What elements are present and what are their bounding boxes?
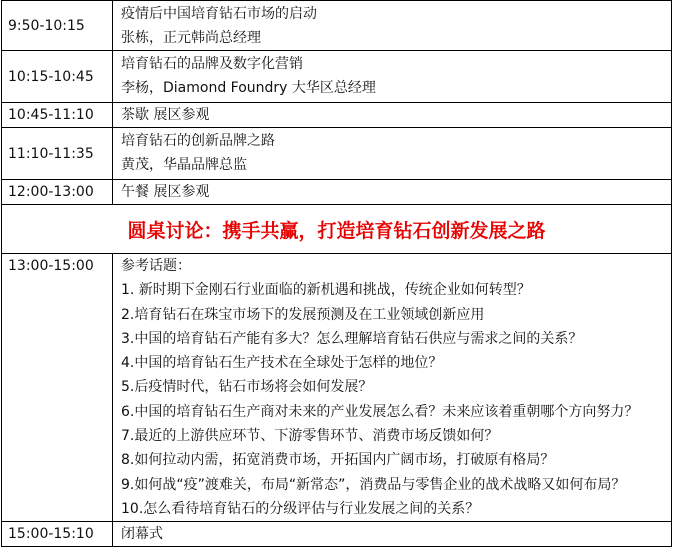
agenda-row bbox=[2, 1, 672, 51]
roundtable-banner-row bbox=[2, 205, 672, 254]
session-time: 11:10-11:35 bbox=[2, 128, 113, 180]
topic-item: 3.中国的培育钻石产能有多大？怎么理解培育钻石供应与需求之间的关系？ bbox=[121, 330, 583, 347]
agenda-row bbox=[2, 180, 672, 205]
session-title: 午餐 展区参观 bbox=[121, 184, 210, 200]
agenda-page bbox=[1, 0, 673, 558]
session-speaker: 李杨，Diamond Foundry 大华区总经理 bbox=[121, 80, 376, 96]
session-content bbox=[113, 128, 672, 180]
topic-item: 1. 新时期下金刚石行业面临的新机遇和挑战，传统企业如何转型？ bbox=[121, 282, 531, 299]
topic-item: 7.最近的上游供应环节、下游零售环节、消费市场反馈如何？ bbox=[121, 428, 499, 445]
session-time: 9:50-10:15 bbox=[2, 1, 113, 51]
topics-intro: 参考话题： bbox=[121, 258, 191, 274]
closing-label: 闭幕式 bbox=[121, 526, 163, 543]
closing-content bbox=[113, 522, 672, 547]
topic-item: 5.后疫情时代，钻石市场将会如何发展？ bbox=[121, 379, 373, 396]
topic-item: 9.如何战“疫”渡难关，布局“新常态”，消费品与零售企业的战术战略又如何布局？ bbox=[121, 476, 626, 493]
topic-item: 4.中国的培育钻石生产技术在全球处于怎样的地位？ bbox=[121, 355, 443, 372]
agenda-table bbox=[1, 0, 672, 547]
session-speaker: 黄茂，华晶品牌总监 bbox=[121, 157, 247, 173]
session-title: 培育钻石的创新品牌之路 bbox=[121, 133, 275, 149]
topic-item: 10.怎么看待培育钻石的分级评估与行业发展之间的关系？ bbox=[121, 500, 480, 517]
roundtable-topics bbox=[113, 254, 672, 522]
roundtable-time: 13:00-15:00 bbox=[2, 254, 113, 522]
agenda-row bbox=[2, 128, 672, 180]
agenda-row bbox=[2, 103, 672, 128]
session-content bbox=[113, 1, 672, 51]
roundtable-row bbox=[2, 254, 672, 522]
session-title: 茶歇 展区参观 bbox=[121, 107, 210, 123]
agenda-row bbox=[2, 51, 672, 103]
session-title: 培育钻石的品牌及数字化营销 bbox=[121, 56, 303, 72]
topic-item: 2.培育钻石在珠宝市场下的发展预测及在工业领域创新应用 bbox=[121, 306, 485, 323]
session-time: 10:15-10:45 bbox=[2, 51, 113, 103]
session-time: 10:45-11:10 bbox=[2, 103, 113, 128]
session-time: 12:00-13:00 bbox=[2, 180, 113, 205]
agenda-row bbox=[2, 522, 672, 547]
session-content bbox=[113, 51, 672, 103]
session-speaker: 张栋，正元韩尚总经理 bbox=[121, 30, 261, 46]
session-content bbox=[113, 103, 672, 128]
topic-item: 6.中国的培育钻石生产商对未来的产业发展怎么看？未来应该着重朝哪个方向努力？ bbox=[121, 403, 639, 420]
topic-item: 8.如何拉动内需，拓宽消费市场，开拓国内广阔市场，打破原有格局？ bbox=[121, 452, 555, 469]
closing-time: 15:00-15:10 bbox=[2, 522, 113, 547]
session-content bbox=[113, 180, 672, 205]
session-title: 疫情后中国培育钻石市场的启动 bbox=[121, 6, 317, 22]
roundtable-title: 圆桌讨论：携手共赢，打造培育钻石创新发展之路 bbox=[2, 205, 672, 254]
